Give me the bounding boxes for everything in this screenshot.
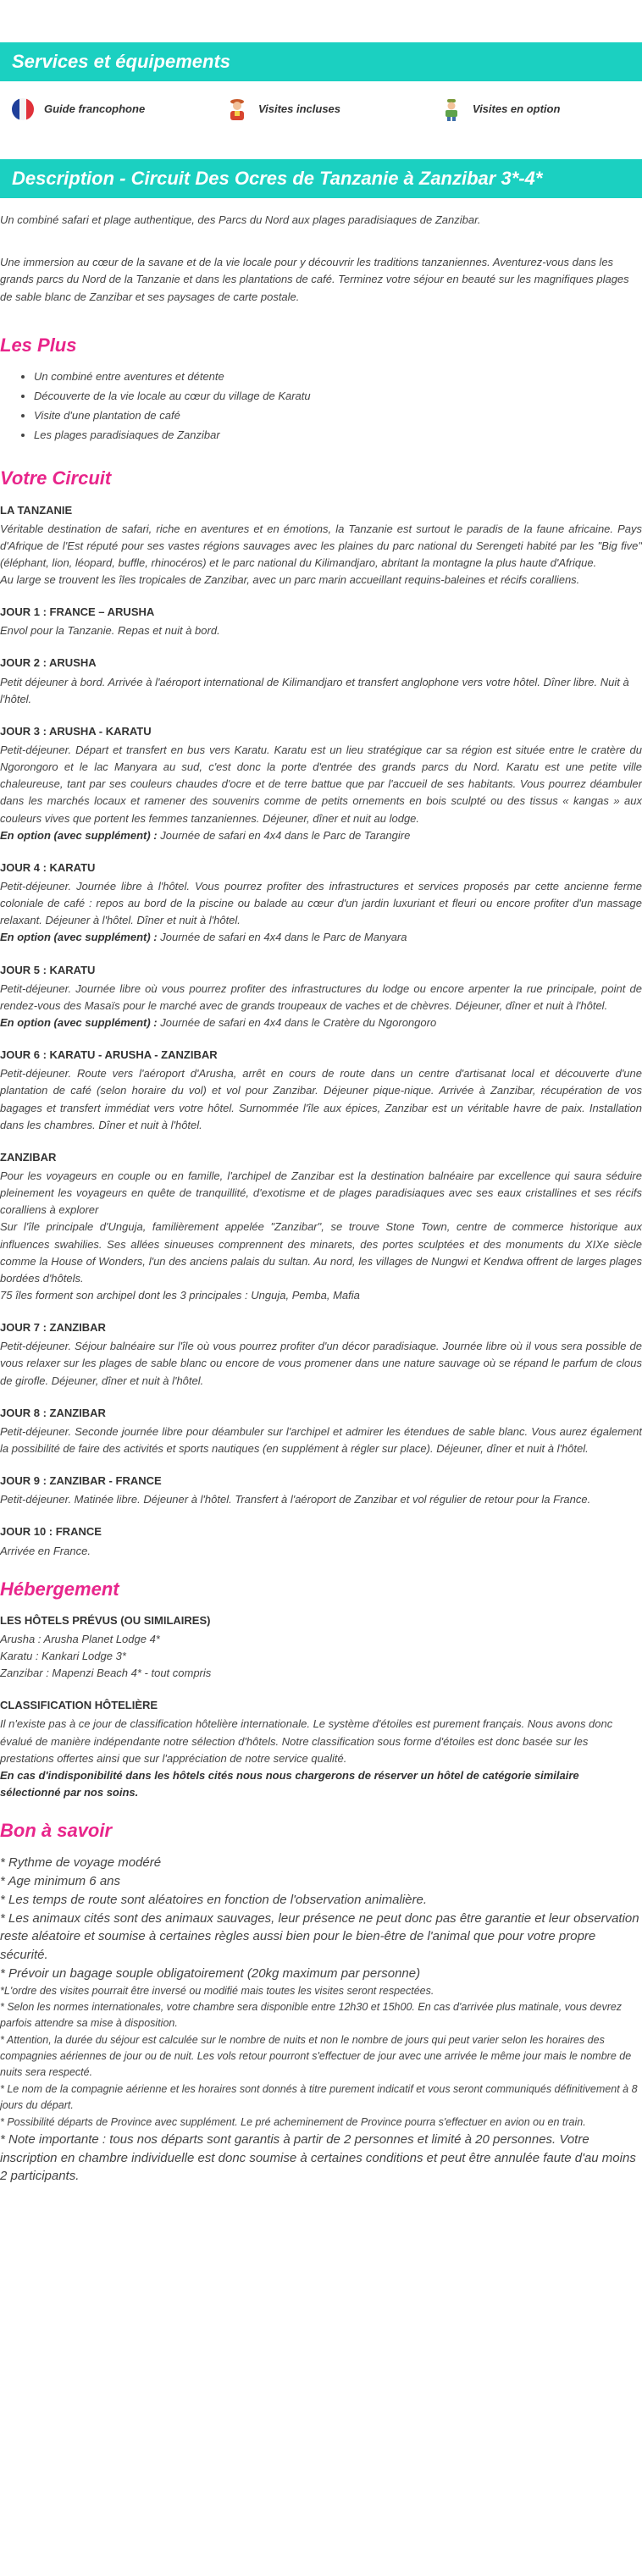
savoir-item: * Rythme de voyage modéré xyxy=(0,1855,162,1871)
day-8 xyxy=(0,1405,642,1457)
savoir-item: * Possibilité départs de Province avec supplément. Le pré acheminement de Province pourra s'effectuer en avion ou en train. xyxy=(0,2115,586,2128)
hotels-title: LES HÔTELS PRÉVUS (OU SIMILAIRES) xyxy=(0,1613,211,1627)
description-title: Description - Circuit Des Ocres de Tanzanie à Zanzibar 3*-4* xyxy=(0,159,642,198)
day-text: Petit déjeuner à bord. Arrivée à l'aéroport international de Kilimandjaro et transfert anglophone vers votre hôtel. Dîner libre. Nuit à l'hôtel. xyxy=(0,675,629,705)
savoir-title: Bon à savoir xyxy=(0,1820,113,1842)
hotels-block xyxy=(0,1612,642,1683)
list-item: • Les plages paradisiaques de Zanzibar xyxy=(34,427,642,444)
list-item: • Découverte de la vie locale au cœur du village de Karatu xyxy=(34,388,642,405)
french-flag-icon xyxy=(10,97,36,122)
hiker-person-icon xyxy=(439,97,464,122)
savoir-item: * Le nom de la compagnie aérienne et les horaires sont donnés à titre purement indicatif et vous seront communiqués définitivement à 8 jours du départ. xyxy=(0,2082,638,2112)
savoir-item: *L'ordre des visites pourrait être inversé ou modifié mais toutes les visites seront respectées. xyxy=(0,1984,434,1997)
day-option xyxy=(0,827,642,844)
option-label: En option (avec supplément) : xyxy=(0,931,158,944)
list-item: • Un combiné entre aventures et détente xyxy=(34,368,642,385)
zanzibar-text-1: Pour les voyageurs en couple ou en famille, l'archipel de Zanzibar est la destination balnéaire par excellence qui saura séduire pleinement les voyageurs en quête de tranquillité, d'exotisme et de plages paradisiaques avec ses eaux cristallines et ses récifs coralliens à explorer xyxy=(0,1169,642,1217)
classification-text: Il n'existe pas à ce jour de classification hôtelière internationale. Le système d'étoiles est purement français. Nous avons donc évalué de manière indépendante notre sélection d'hôtels. Notre classification sous forme d'étoiles est donc basée sur les prestations offertes ainsi que sur l'appréciation de notre service qualité. xyxy=(0,1717,613,1765)
day-title: JOUR 8 : ZANZIBAR xyxy=(0,1406,106,1419)
hebergement-section xyxy=(0,1612,642,1801)
day-title: JOUR 5 : KARATU xyxy=(0,963,96,976)
savoir-item: * Age minimum 6 ans xyxy=(0,1874,121,1889)
day-title: JOUR 7 : ZANZIBAR xyxy=(0,1321,106,1335)
day-text: Petit-déjeuner. Matinée libre. Déjeuner à l'hôtel. Transfert à l'aéroport de Zanzibar et vol régulier de retour pour la France. xyxy=(0,1493,591,1506)
savoir-section xyxy=(0,1854,642,2186)
tanzanie-text: Véritable destination de safari, riche en aventures et en émotions, la Tanzanie est surtout le paradis de la faune africaine. Pays d'Afrique de l'Est réputé pour ses vastes régions sauvages avec les plaines du parc national du Serengeti habité par les "Big five" (éléphant, lion, léopard, buffle, rhinocéros) et le parc national du Kilimandjaro, abritant la montagne la plus haute d'Afrique. xyxy=(0,522,642,569)
day-option xyxy=(0,1014,642,1031)
option-label: En option (avec supplément) : xyxy=(0,1016,158,1030)
tanzanie-title: LA TANZANIE xyxy=(0,503,73,517)
day-7 xyxy=(0,1319,642,1390)
day-text: Petit-déjeuner. Journée libre où vous pourrez profiter des infrastructures du lodge ou encore arpenter la rue principale, point de rendez-vous des Masaïs pour le marché avec de grands troupeaux de vaches et de chèvres. Déjeuner, dîner et nuit à l'hôtel. xyxy=(0,981,642,1012)
savoir-item: * Les animaux cités sont des animaux sauvages, leur présence ne peut donc pas être garantie et leur observation reste aléatoire et soumise à certaines règles aussi bien pour le bien-être de l'animal que pour votre propre sécurité. xyxy=(0,1910,639,1963)
feature-visits-option xyxy=(439,97,632,122)
option-text: Journée de safari en 4x4 dans le Parc de Manyara xyxy=(160,931,407,944)
savoir-item: * Selon les normes internationales, votre chambre sera disponible entre 12h30 et 15h00. En cas d'arrivée plus matinale, vous devrez parfois attendre sa mise à disposition. xyxy=(0,2000,623,2030)
zanzibar-text-3: 75 îles forment son archipel dont les 3 principales : Unguja, Pemba, Mafia xyxy=(0,1288,360,1302)
option-text: Journée de safari en 4x4 dans le Parc de Tarangire xyxy=(160,828,411,842)
circuit-title: Votre Circuit xyxy=(0,467,112,489)
feature-visits-included-label: Visites incluses xyxy=(257,102,341,116)
day-1 xyxy=(0,604,642,639)
hotel-item: Arusha : Arusha Planet Lodge 4* xyxy=(0,1632,160,1645)
features-row xyxy=(0,81,642,144)
option-label: En option (avec supplément) : xyxy=(0,828,158,842)
hebergement-title: Hébergement xyxy=(0,1578,119,1600)
feature-guide xyxy=(10,97,224,122)
hotel-item: Zanzibar : Mapenzi Beach 4* - tout compris xyxy=(0,1667,212,1680)
day-text: Petit-déjeuner. Route vers l'aéroport d'Arusha, arrêt en cours de route dans un centre d'artisanat local et découverte d'une plantation de café (selon horaire du vol) et vol pour Zanzibar. Déjeuner pique-nique. Arrivée à Zanzibar, récupération de vos bagages et transfert immédiat vers votre hôtel. Surnommée l'île aux épices, Zanzibar est un véritable havre de paix. Installation dans les chambres. Dîner et nuit à l'hôtel. xyxy=(0,1067,642,1131)
day-title: JOUR 10 : FRANCE xyxy=(0,1525,102,1539)
feature-visits-included xyxy=(224,97,439,122)
savoir-item: * Attention, la durée du séjour est calculée sur le nombre de nuits et non le nombre de jours qui peut varier selon les horaires des compagnies aériennes de jour ou de nuit. Les vols retour pourront s'effectuer de jour avec une arrivée le même jour mais le nombre de nuits sera respecté. xyxy=(0,2033,632,2079)
day-4 xyxy=(0,860,642,947)
intro-paragraph-2: Une immersion au cœur de la savane et de la vie locale pour y découvrir les traditions tanzaniennes. Aventurez-vous dans les grands parcs du Nord de la Tanzanie et dans les plantations de café. Terminez votre séjour en beauté sur les magnifiques plages de sable blanc de Zanzibar et ses paysages de carte postale. xyxy=(0,256,629,303)
list-item: • Visite d'une plantation de café xyxy=(34,407,642,424)
day-option xyxy=(0,929,642,946)
day-10 xyxy=(0,1523,642,1559)
savoir-item: * Les temps de route sont aléatoires en fonction de l'observation animalière. xyxy=(0,1892,427,1907)
zanzibar-text-2: Sur l'île principale d'Unguja, familièrement appelée "Zanzibar", se trouve Stone Town, centre de commerce historique aux influences swahilies. Ses allées sinueuses comprennent des minarets, des portes sculptées et des monuments du XIXe siècle comme la House of Wonders, l'un des anciens palais du sultan. Au nord, les villages de Nungwi et Kendwa offrent de larges plages bordées d'hôtels. xyxy=(0,1220,642,1285)
zanzibar-section xyxy=(0,1149,642,1304)
day-text: Petit-déjeuner. Journée libre à l'hôtel. Vous pourrez profiter des infrastructures et services proposés par cette ancienne ferme coloniale de café : repos au bord de la piscine ou balade au cœur d'un jardin luxuriant et fleuri ou encore profiter d'un massage relaxant. Déjeuner à l'hôtel. Dîner et nuit à l'hôtel. xyxy=(0,880,642,927)
day-3 xyxy=(0,723,642,844)
feature-visits-option-label: Visites en option xyxy=(472,102,561,116)
tanzanie-section xyxy=(0,502,642,589)
classification-block xyxy=(0,1697,642,1801)
day-6 xyxy=(0,1047,642,1134)
guide-person-icon xyxy=(224,97,250,122)
day-text: Petit-déjeuner. Départ et transfert en bus vers Karatu. Karatu est un lieu stratégique car sa région est située entre le cratère du Ngorongoro et le lac Manyara au sud, c'est donc la porte d'entrée des grands parcs du Nord. Karatu est une petite ville chaleureuse, tant par ses couleurs chaudes d'ocre et de terre battue que par l'accueil de ses habitants. Vous pourrez déambuler dans les marchés locaux et ramener des souvenirs comme de petits ornements en bois sculpté ou des tissus « kangas » aux couleurs vives que portent les femmes tanzaniennes. Déjeuner, dîner et nuit au lodge. xyxy=(0,744,642,825)
description-intro xyxy=(0,212,642,306)
plus-list xyxy=(34,368,642,445)
day-text: Arrivée en France. xyxy=(0,1544,91,1557)
services-title: Services et équipements xyxy=(0,42,642,81)
savoir-item: * Prévoir un bagage souple obligatoirement (20kg maximum par personne) xyxy=(0,1965,421,1981)
feature-guide-label: Guide francophone xyxy=(44,102,146,116)
day-title: JOUR 6 : KARATU - ARUSHA - ZANZIBAR xyxy=(0,1048,218,1062)
hotel-item: Karatu : Kankari Lodge 3* xyxy=(0,1650,126,1663)
day-title: JOUR 2 : ARUSHA xyxy=(0,656,97,670)
option-text: Journée de safari en 4x4 dans le Cratère du Ngorongoro xyxy=(160,1016,437,1030)
classification-bold: En cas d'indisponibilité dans les hôtels cités nous nous chargerons de réserver un hôtel de catégorie similaire sélectionné par nos soins. xyxy=(0,1768,579,1799)
day-9 xyxy=(0,1473,642,1508)
day-text: Petit-déjeuner. Seconde journée libre pour déambuler sur l'archipel et admirer les étendues de sable blanc. Vous aurez également la possibilité de faire des activités et sports nautiques (en supplément à régler sur place). Déjeuner, dîner et nuit à l'hôtel. xyxy=(0,1424,642,1455)
day-title: JOUR 3 : ARUSHA - KARATU xyxy=(0,724,152,738)
day-title: JOUR 1 : FRANCE – ARUSHA xyxy=(0,605,155,619)
tanzanie-text-2: Au large se trouvent les îles tropicales de Zanzibar, avec un parc marin accueillant requins-baleines et récifs coralliens. xyxy=(0,573,580,587)
day-title: JOUR 9 : ZANZIBAR - FRANCE xyxy=(0,1474,162,1488)
day-text: Envol pour la Tanzanie. Repas et nuit à bord. xyxy=(0,624,220,638)
day-title: JOUR 4 : KARATU xyxy=(0,860,96,874)
plus-title: Les Plus xyxy=(0,334,77,356)
zanzibar-title: ZANZIBAR xyxy=(0,1150,57,1164)
day-5 xyxy=(0,962,642,1032)
classification-title: CLASSIFICATION HÔTELIÈRE xyxy=(0,1699,158,1712)
intro-paragraph-1: Un combiné safari et plage authentique, des Parcs du Nord aux plages paradisiaques de Zanzibar. xyxy=(0,213,481,227)
day-2 xyxy=(0,655,642,707)
day-text: Petit-déjeuner. Séjour balnéaire sur l'île où vous pourrez profiter d'un décor paradisiaque. Journée libre où il vous sera possible de vous relaxer sur les plages de sable blanc ou encore de vous promener dans une nature sauvage où se répand le parfum de clous de girofle. Déjeuner, dîner et nuit à l'hôtel. xyxy=(0,1340,642,1387)
savoir-item: * Note importante : tous nos départs sont garantis à partir de 2 personnes et limité à 20 personnes. Votre inscription en chambre individuelle est donc soumise à certaines conditions et peut être annulée faute d'au moins 2 participants. xyxy=(0,2131,636,2184)
